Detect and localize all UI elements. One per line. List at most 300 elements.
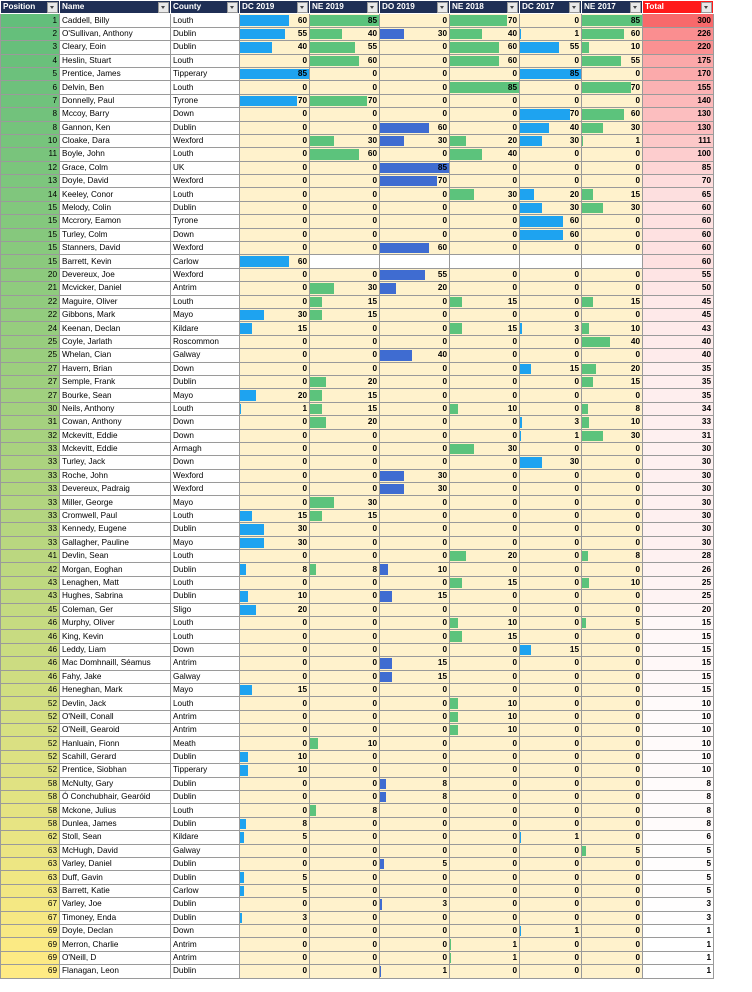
cell-score[interactable] bbox=[450, 268, 520, 281]
cell-position[interactable]: 43 bbox=[1, 590, 60, 603]
cell-score[interactable] bbox=[380, 308, 450, 321]
cell-score[interactable] bbox=[520, 268, 582, 281]
cell-score[interactable] bbox=[520, 148, 582, 161]
cell-county[interactable]: Down bbox=[171, 416, 240, 429]
cell-county[interactable]: Wexford bbox=[171, 242, 240, 255]
cell-total[interactable]: 25 bbox=[643, 576, 714, 589]
cell-score[interactable] bbox=[380, 282, 450, 295]
cell-county[interactable]: Mayo bbox=[171, 308, 240, 321]
cell-county[interactable]: Dublin bbox=[171, 41, 240, 54]
cell-score[interactable] bbox=[520, 161, 582, 174]
cell-score[interactable] bbox=[582, 322, 643, 335]
cell-score[interactable] bbox=[450, 590, 520, 603]
cell-position[interactable]: 45 bbox=[1, 603, 60, 616]
cell-score[interactable] bbox=[450, 844, 520, 857]
cell-score[interactable] bbox=[520, 764, 582, 777]
cell-score[interactable] bbox=[380, 215, 450, 228]
cell-total[interactable]: 55 bbox=[643, 268, 714, 281]
cell-score[interactable] bbox=[450, 402, 520, 415]
cell-score[interactable] bbox=[240, 697, 310, 710]
cell-score[interactable] bbox=[450, 442, 520, 455]
cell-score[interactable] bbox=[240, 951, 310, 964]
cell-score[interactable] bbox=[582, 188, 643, 201]
cell-position[interactable]: 14 bbox=[1, 188, 60, 201]
cell-score[interactable] bbox=[450, 148, 520, 161]
cell-score[interactable] bbox=[380, 603, 450, 616]
cell-score[interactable] bbox=[240, 375, 310, 388]
cell-score[interactable] bbox=[380, 616, 450, 629]
cell-name[interactable]: Turley, Colm bbox=[60, 228, 171, 241]
cell-score[interactable] bbox=[380, 924, 450, 937]
cell-score[interactable] bbox=[520, 242, 582, 255]
cell-score[interactable] bbox=[582, 643, 643, 656]
cell-score[interactable] bbox=[310, 215, 380, 228]
cell-score[interactable] bbox=[310, 295, 380, 308]
cell-score[interactable] bbox=[240, 429, 310, 442]
cell-score[interactable] bbox=[310, 94, 380, 107]
filter-dropdown-icon[interactable] bbox=[297, 2, 308, 13]
cell-score[interactable] bbox=[582, 228, 643, 241]
cell-name[interactable]: Cleary, Eoin bbox=[60, 41, 171, 54]
cell-score[interactable] bbox=[240, 791, 310, 804]
cell-position[interactable]: 21 bbox=[1, 282, 60, 295]
cell-score[interactable] bbox=[582, 563, 643, 576]
cell-score[interactable] bbox=[582, 911, 643, 924]
cell-name[interactable]: Stanners, David bbox=[60, 242, 171, 255]
cell-name[interactable]: Doyle, David bbox=[60, 175, 171, 188]
cell-score[interactable] bbox=[310, 242, 380, 255]
cell-score[interactable] bbox=[240, 81, 310, 94]
cell-score[interactable] bbox=[520, 402, 582, 415]
cell-name[interactable]: Dunlea, James bbox=[60, 817, 171, 830]
cell-position[interactable]: 33 bbox=[1, 536, 60, 549]
cell-score[interactable] bbox=[310, 750, 380, 763]
cell-county[interactable]: Wexford bbox=[171, 175, 240, 188]
cell-total[interactable]: 15 bbox=[643, 630, 714, 643]
cell-score[interactable] bbox=[380, 724, 450, 737]
cell-score[interactable] bbox=[380, 134, 450, 147]
cell-county[interactable]: Dublin bbox=[171, 817, 240, 830]
cell-score[interactable] bbox=[310, 14, 380, 27]
cell-score[interactable] bbox=[240, 938, 310, 951]
cell-score[interactable] bbox=[582, 844, 643, 857]
cell-score[interactable] bbox=[582, 750, 643, 763]
cell-score[interactable] bbox=[520, 697, 582, 710]
cell-name[interactable]: Neils, Anthony bbox=[60, 402, 171, 415]
col-header-dc2017[interactable] bbox=[520, 1, 582, 14]
cell-total[interactable]: 100 bbox=[643, 148, 714, 161]
cell-score[interactable] bbox=[450, 858, 520, 871]
cell-position[interactable]: 15 bbox=[1, 242, 60, 255]
cell-score[interactable] bbox=[310, 41, 380, 54]
cell-county[interactable]: Kildare bbox=[171, 831, 240, 844]
cell-score[interactable] bbox=[520, 616, 582, 629]
cell-score[interactable] bbox=[380, 54, 450, 67]
cell-position[interactable]: 58 bbox=[1, 817, 60, 830]
cell-score[interactable] bbox=[450, 456, 520, 469]
cell-score[interactable] bbox=[240, 804, 310, 817]
cell-score[interactable] bbox=[520, 429, 582, 442]
cell-total[interactable]: 3 bbox=[643, 911, 714, 924]
cell-score[interactable] bbox=[310, 134, 380, 147]
cell-score[interactable] bbox=[582, 965, 643, 978]
cell-county[interactable]: Louth bbox=[171, 576, 240, 589]
cell-score[interactable] bbox=[582, 94, 643, 107]
cell-score[interactable] bbox=[582, 335, 643, 348]
cell-score[interactable] bbox=[450, 683, 520, 696]
cell-score[interactable] bbox=[582, 831, 643, 844]
cell-name[interactable]: Mccoy, Barry bbox=[60, 108, 171, 121]
cell-score[interactable] bbox=[310, 161, 380, 174]
cell-score[interactable] bbox=[450, 750, 520, 763]
cell-score[interactable] bbox=[520, 911, 582, 924]
cell-score[interactable] bbox=[520, 121, 582, 134]
cell-score[interactable] bbox=[240, 215, 310, 228]
cell-score[interactable] bbox=[310, 228, 380, 241]
cell-position[interactable]: 27 bbox=[1, 362, 60, 375]
cell-name[interactable]: Boyle, John bbox=[60, 148, 171, 161]
col-header-position[interactable] bbox=[1, 1, 60, 14]
cell-position[interactable]: 52 bbox=[1, 737, 60, 750]
cell-score[interactable] bbox=[380, 643, 450, 656]
cell-position[interactable]: 15 bbox=[1, 228, 60, 241]
cell-county[interactable]: Tipperary bbox=[171, 67, 240, 80]
cell-score[interactable] bbox=[240, 416, 310, 429]
cell-score[interactable] bbox=[520, 884, 582, 897]
cell-score[interactable] bbox=[310, 483, 380, 496]
cell-name[interactable]: Devlin, Sean bbox=[60, 550, 171, 563]
cell-score[interactable] bbox=[310, 335, 380, 348]
cell-position[interactable]: 58 bbox=[1, 804, 60, 817]
cell-county[interactable]: Dublin bbox=[171, 375, 240, 388]
cell-name[interactable]: Roche, John bbox=[60, 469, 171, 482]
cell-score[interactable] bbox=[450, 375, 520, 388]
cell-county[interactable]: Carlow bbox=[171, 884, 240, 897]
cell-score[interactable] bbox=[450, 938, 520, 951]
cell-total[interactable]: 60 bbox=[643, 255, 714, 268]
filter-dropdown-icon[interactable] bbox=[158, 2, 169, 13]
cell-score[interactable] bbox=[582, 804, 643, 817]
cell-score[interactable] bbox=[582, 938, 643, 951]
cell-score[interactable] bbox=[450, 108, 520, 121]
cell-score[interactable] bbox=[520, 134, 582, 147]
cell-score[interactable] bbox=[310, 657, 380, 670]
cell-name[interactable]: O'Neill, Conall bbox=[60, 710, 171, 723]
cell-position[interactable]: 43 bbox=[1, 576, 60, 589]
cell-county[interactable]: Down bbox=[171, 643, 240, 656]
cell-position[interactable]: 46 bbox=[1, 683, 60, 696]
cell-score[interactable] bbox=[380, 965, 450, 978]
cell-score[interactable] bbox=[582, 242, 643, 255]
cell-name[interactable]: Murphy, Oliver bbox=[60, 616, 171, 629]
cell-score[interactable] bbox=[380, 41, 450, 54]
cell-score[interactable] bbox=[520, 416, 582, 429]
cell-county[interactable]: Meath bbox=[171, 737, 240, 750]
cell-score[interactable] bbox=[380, 750, 450, 763]
cell-score[interactable] bbox=[240, 844, 310, 857]
cell-score[interactable] bbox=[240, 657, 310, 670]
cell-score[interactable] bbox=[450, 295, 520, 308]
cell-score[interactable] bbox=[450, 175, 520, 188]
cell-score[interactable] bbox=[240, 817, 310, 830]
cell-score[interactable] bbox=[450, 777, 520, 790]
cell-name[interactable]: Cromwell, Paul bbox=[60, 509, 171, 522]
cell-name[interactable]: Delvin, Ben bbox=[60, 81, 171, 94]
cell-score[interactable] bbox=[520, 590, 582, 603]
cell-score[interactable] bbox=[240, 456, 310, 469]
cell-score[interactable] bbox=[310, 710, 380, 723]
cell-score[interactable] bbox=[520, 710, 582, 723]
cell-total[interactable]: 43 bbox=[643, 322, 714, 335]
cell-score[interactable] bbox=[582, 496, 643, 509]
cell-score[interactable] bbox=[240, 924, 310, 937]
cell-score[interactable] bbox=[450, 54, 520, 67]
cell-score[interactable] bbox=[520, 737, 582, 750]
cell-score[interactable] bbox=[450, 657, 520, 670]
cell-score[interactable] bbox=[310, 884, 380, 897]
cell-score[interactable] bbox=[240, 884, 310, 897]
cell-score[interactable] bbox=[380, 483, 450, 496]
cell-total[interactable]: 60 bbox=[643, 228, 714, 241]
cell-county[interactable]: Louth bbox=[171, 402, 240, 415]
cell-position[interactable]: 8 bbox=[1, 121, 60, 134]
cell-county[interactable]: Dublin bbox=[171, 121, 240, 134]
cell-score[interactable] bbox=[310, 724, 380, 737]
cell-county[interactable]: Dublin bbox=[171, 777, 240, 790]
cell-score[interactable] bbox=[310, 844, 380, 857]
cell-score[interactable] bbox=[450, 308, 520, 321]
cell-score[interactable] bbox=[310, 81, 380, 94]
cell-score[interactable] bbox=[450, 496, 520, 509]
cell-score[interactable] bbox=[310, 496, 380, 509]
cell-total[interactable]: 1 bbox=[643, 938, 714, 951]
cell-score[interactable] bbox=[520, 41, 582, 54]
cell-county[interactable]: Antrim bbox=[171, 710, 240, 723]
cell-score[interactable] bbox=[520, 791, 582, 804]
cell-score[interactable] bbox=[520, 630, 582, 643]
cell-score[interactable] bbox=[582, 737, 643, 750]
cell-county[interactable]: Louth bbox=[171, 81, 240, 94]
cell-county[interactable]: Galway bbox=[171, 349, 240, 362]
cell-position[interactable]: 2 bbox=[1, 27, 60, 40]
cell-score[interactable] bbox=[450, 884, 520, 897]
cell-score[interactable] bbox=[582, 884, 643, 897]
cell-total[interactable]: 5 bbox=[643, 884, 714, 897]
cell-total[interactable]: 130 bbox=[643, 108, 714, 121]
cell-score[interactable] bbox=[520, 858, 582, 871]
cell-score[interactable] bbox=[310, 282, 380, 295]
cell-score[interactable] bbox=[240, 898, 310, 911]
cell-name[interactable]: Duff, Gavin bbox=[60, 871, 171, 884]
cell-score[interactable] bbox=[520, 335, 582, 348]
cell-score[interactable] bbox=[582, 161, 643, 174]
cell-score[interactable] bbox=[520, 94, 582, 107]
cell-score[interactable] bbox=[240, 308, 310, 321]
cell-score[interactable] bbox=[450, 616, 520, 629]
cell-position[interactable]: 25 bbox=[1, 349, 60, 362]
cell-score[interactable] bbox=[380, 509, 450, 522]
cell-name[interactable]: Gallagher, Pauline bbox=[60, 536, 171, 549]
cell-total[interactable]: 15 bbox=[643, 643, 714, 656]
cell-position[interactable]: 30 bbox=[1, 402, 60, 415]
cell-score[interactable] bbox=[310, 308, 380, 321]
cell-position[interactable]: 3 bbox=[1, 41, 60, 54]
cell-score[interactable] bbox=[310, 965, 380, 978]
cell-score[interactable] bbox=[310, 456, 380, 469]
cell-score[interactable] bbox=[240, 94, 310, 107]
cell-total[interactable]: 30 bbox=[643, 483, 714, 496]
cell-score[interactable] bbox=[582, 871, 643, 884]
cell-name[interactable]: Gannon, Ken bbox=[60, 121, 171, 134]
cell-score[interactable] bbox=[380, 710, 450, 723]
cell-score[interactable] bbox=[520, 777, 582, 790]
cell-score[interactable] bbox=[582, 429, 643, 442]
cell-score[interactable] bbox=[240, 764, 310, 777]
filter-dropdown-icon[interactable] bbox=[507, 2, 518, 13]
cell-total[interactable]: 31 bbox=[643, 429, 714, 442]
cell-position[interactable]: 15 bbox=[1, 215, 60, 228]
cell-county[interactable]: Louth bbox=[171, 509, 240, 522]
cell-score[interactable] bbox=[240, 242, 310, 255]
cell-score[interactable] bbox=[240, 509, 310, 522]
cell-score[interactable] bbox=[582, 630, 643, 643]
cell-position[interactable]: 46 bbox=[1, 657, 60, 670]
cell-name[interactable]: Heslin, Stuart bbox=[60, 54, 171, 67]
cell-score[interactable] bbox=[310, 536, 380, 549]
cell-position[interactable]: 63 bbox=[1, 858, 60, 871]
cell-score[interactable] bbox=[310, 683, 380, 696]
cell-name[interactable]: Melody, Colin bbox=[60, 201, 171, 214]
cell-total[interactable]: 28 bbox=[643, 550, 714, 563]
cell-score[interactable] bbox=[582, 375, 643, 388]
cell-score[interactable] bbox=[240, 134, 310, 147]
cell-score[interactable] bbox=[582, 255, 643, 268]
cell-position[interactable]: 63 bbox=[1, 844, 60, 857]
cell-total[interactable]: 5 bbox=[643, 871, 714, 884]
cell-score[interactable] bbox=[520, 228, 582, 241]
cell-name[interactable]: Barrett, Katie bbox=[60, 884, 171, 897]
cell-score[interactable] bbox=[520, 67, 582, 80]
cell-total[interactable]: 10 bbox=[643, 724, 714, 737]
cell-score[interactable] bbox=[582, 308, 643, 321]
cell-score[interactable] bbox=[310, 402, 380, 415]
cell-county[interactable]: Dublin bbox=[171, 898, 240, 911]
cell-score[interactable] bbox=[240, 402, 310, 415]
cell-score[interactable] bbox=[582, 576, 643, 589]
cell-score[interactable] bbox=[520, 724, 582, 737]
cell-score[interactable] bbox=[240, 228, 310, 241]
cell-score[interactable] bbox=[310, 670, 380, 683]
cell-score[interactable] bbox=[582, 295, 643, 308]
cell-score[interactable] bbox=[450, 81, 520, 94]
cell-position[interactable]: 8 bbox=[1, 108, 60, 121]
cell-score[interactable] bbox=[380, 844, 450, 857]
cell-score[interactable] bbox=[240, 965, 310, 978]
cell-score[interactable] bbox=[310, 268, 380, 281]
cell-score[interactable] bbox=[582, 603, 643, 616]
cell-position[interactable]: 52 bbox=[1, 764, 60, 777]
cell-name[interactable]: Prentice, James bbox=[60, 67, 171, 80]
col-header-ne2018[interactable] bbox=[450, 1, 520, 14]
cell-name[interactable]: Keenan, Declan bbox=[60, 322, 171, 335]
cell-score[interactable] bbox=[582, 898, 643, 911]
cell-county[interactable]: UK bbox=[171, 161, 240, 174]
cell-score[interactable] bbox=[520, 523, 582, 536]
cell-score[interactable] bbox=[582, 683, 643, 696]
cell-total[interactable]: 140 bbox=[643, 94, 714, 107]
cell-position[interactable]: 46 bbox=[1, 630, 60, 643]
cell-county[interactable]: Antrim bbox=[171, 938, 240, 951]
cell-score[interactable] bbox=[450, 576, 520, 589]
cell-score[interactable] bbox=[380, 938, 450, 951]
cell-score[interactable] bbox=[240, 616, 310, 629]
cell-county[interactable]: Down bbox=[171, 456, 240, 469]
cell-name[interactable]: Coyle, Jarlath bbox=[60, 335, 171, 348]
cell-score[interactable] bbox=[240, 255, 310, 268]
cell-score[interactable] bbox=[450, 242, 520, 255]
cell-score[interactable] bbox=[582, 215, 643, 228]
cell-county[interactable]: Louth bbox=[171, 804, 240, 817]
cell-score[interactable] bbox=[240, 148, 310, 161]
cell-score[interactable] bbox=[582, 523, 643, 536]
cell-score[interactable] bbox=[380, 442, 450, 455]
cell-county[interactable]: Mayo bbox=[171, 496, 240, 509]
cell-county[interactable]: Wexford bbox=[171, 469, 240, 482]
cell-name[interactable]: O'Neill, D bbox=[60, 951, 171, 964]
cell-score[interactable] bbox=[310, 911, 380, 924]
cell-position[interactable]: 33 bbox=[1, 442, 60, 455]
cell-score[interactable] bbox=[450, 804, 520, 817]
cell-score[interactable] bbox=[380, 804, 450, 817]
cell-score[interactable] bbox=[582, 951, 643, 964]
cell-total[interactable]: 111 bbox=[643, 134, 714, 147]
cell-name[interactable]: Varley, Joe bbox=[60, 898, 171, 911]
cell-score[interactable] bbox=[310, 148, 380, 161]
cell-county[interactable]: Louth bbox=[171, 188, 240, 201]
cell-name[interactable]: Prentice, Siobhan bbox=[60, 764, 171, 777]
cell-score[interactable] bbox=[310, 643, 380, 656]
col-header-ne2017[interactable] bbox=[582, 1, 643, 14]
cell-total[interactable]: 20 bbox=[643, 603, 714, 616]
cell-county[interactable]: Wexford bbox=[171, 134, 240, 147]
cell-score[interactable] bbox=[380, 121, 450, 134]
cell-total[interactable]: 30 bbox=[643, 523, 714, 536]
cell-score[interactable] bbox=[380, 858, 450, 871]
cell-county[interactable]: Louth bbox=[171, 550, 240, 563]
cell-score[interactable] bbox=[520, 938, 582, 951]
col-header-dc2019[interactable] bbox=[240, 1, 310, 14]
cell-name[interactable]: Devlin, Jack bbox=[60, 697, 171, 710]
filter-dropdown-icon[interactable] bbox=[367, 2, 378, 13]
cell-score[interactable] bbox=[310, 603, 380, 616]
cell-total[interactable]: 1 bbox=[643, 951, 714, 964]
cell-county[interactable]: Down bbox=[171, 924, 240, 937]
cell-score[interactable] bbox=[520, 550, 582, 563]
cell-score[interactable] bbox=[520, 389, 582, 402]
cell-score[interactable] bbox=[240, 121, 310, 134]
cell-score[interactable] bbox=[310, 429, 380, 442]
cell-position[interactable]: 69 bbox=[1, 938, 60, 951]
cell-score[interactable] bbox=[380, 764, 450, 777]
cell-score[interactable] bbox=[450, 67, 520, 80]
cell-position[interactable]: 7 bbox=[1, 94, 60, 107]
cell-score[interactable] bbox=[380, 536, 450, 549]
cell-name[interactable]: Mcvicker, Daniel bbox=[60, 282, 171, 295]
cell-total[interactable]: 10 bbox=[643, 764, 714, 777]
cell-name[interactable]: Grace, Colm bbox=[60, 161, 171, 174]
cell-score[interactable] bbox=[240, 54, 310, 67]
cell-county[interactable]: Carlow bbox=[171, 255, 240, 268]
